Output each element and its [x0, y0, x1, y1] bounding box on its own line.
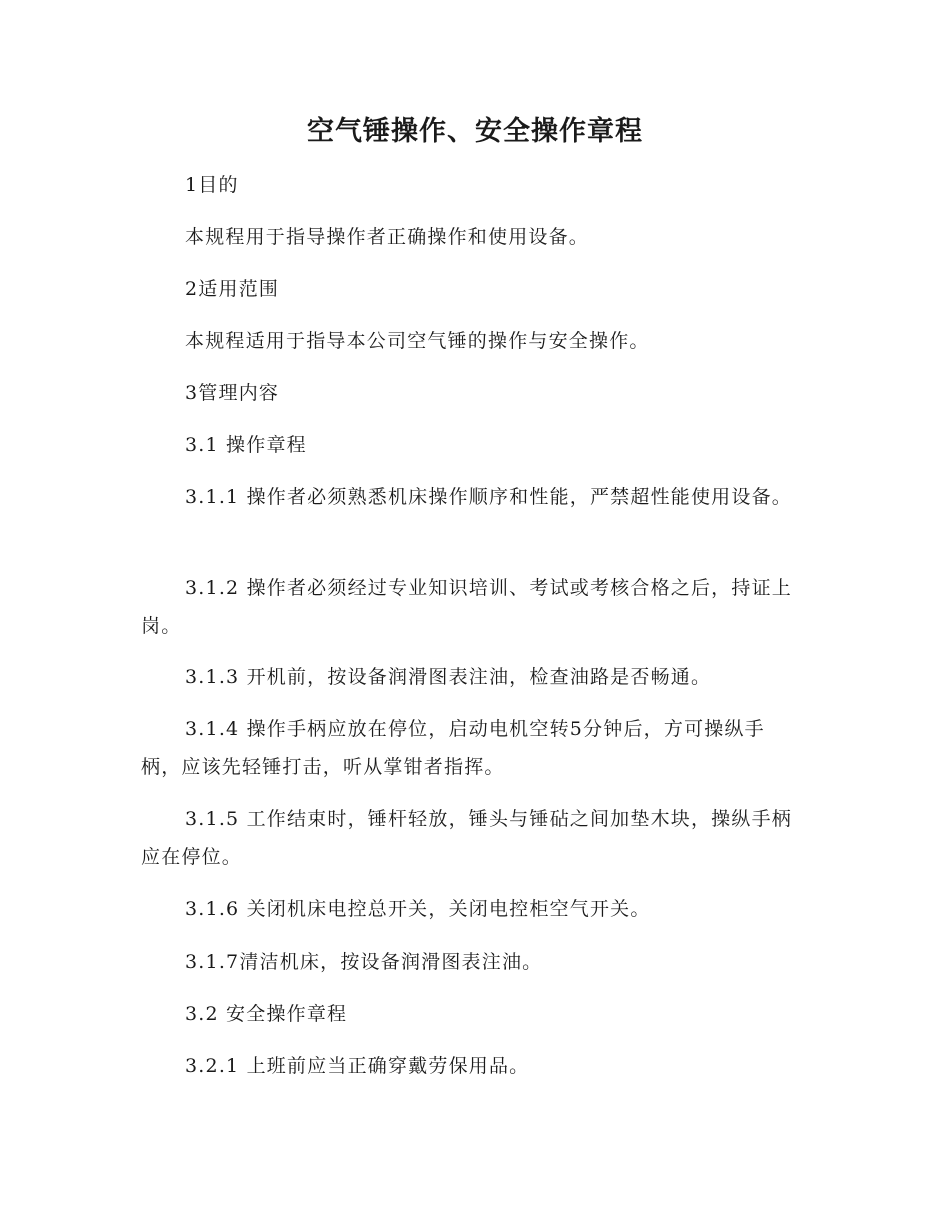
clause-3-1-4: 3.1.4 操作手柄应放在停位，启动电机空转5分钟后，方可操纵手柄，应该先轻锤打击，听从掌钳者指挥。 — [141, 718, 765, 778]
clause-3-1-2: 3.1.2 操作者必须经过专业知识培训、考试或考核合格之后，持证上岗。 — [141, 577, 792, 637]
clause-3-1-7: 3.1.7清洁机床，按设备润滑图表注油。 — [185, 951, 543, 973]
document-title: 空气锤操作、安全操作章程 — [307, 116, 643, 147]
clause-3-1-6: 3.1.6 关闭机床电控总开关，关闭电控柜空气开关。 — [185, 898, 651, 920]
section-heading-purpose: 1目的 — [185, 174, 239, 196]
subsection-heading-safety: 3.2 安全操作章程 — [185, 1003, 348, 1025]
paragraph-scope: 本规程适用于指导本公司空气锤的操作与安全操作。 — [185, 330, 650, 352]
subsection-heading-operation: 3.1 操作章程 — [185, 434, 307, 456]
clause-3-1-3: 3.1.3 开机前，按设备润滑图表注油，检查油路是否畅通。 — [185, 666, 712, 688]
clause-3-1-5: 3.1.5 工作结束时，锤杆轻放，锤头与锤砧之间加垫木块，操纵手柄应在停位。 — [141, 808, 792, 868]
clause-3-1-1: 3.1.1 操作者必须熟悉机床操作顺序和性能，严禁超性能使用设备。 — [185, 486, 792, 508]
clause-3-2-1: 3.2.1 上班前应当正确穿戴劳保用品。 — [185, 1055, 530, 1077]
section-heading-management: 3管理内容 — [185, 382, 280, 404]
section-heading-scope: 2适用范围 — [185, 278, 280, 300]
paragraph-purpose: 本规程用于指导操作者正确操作和使用设备。 — [185, 226, 590, 248]
